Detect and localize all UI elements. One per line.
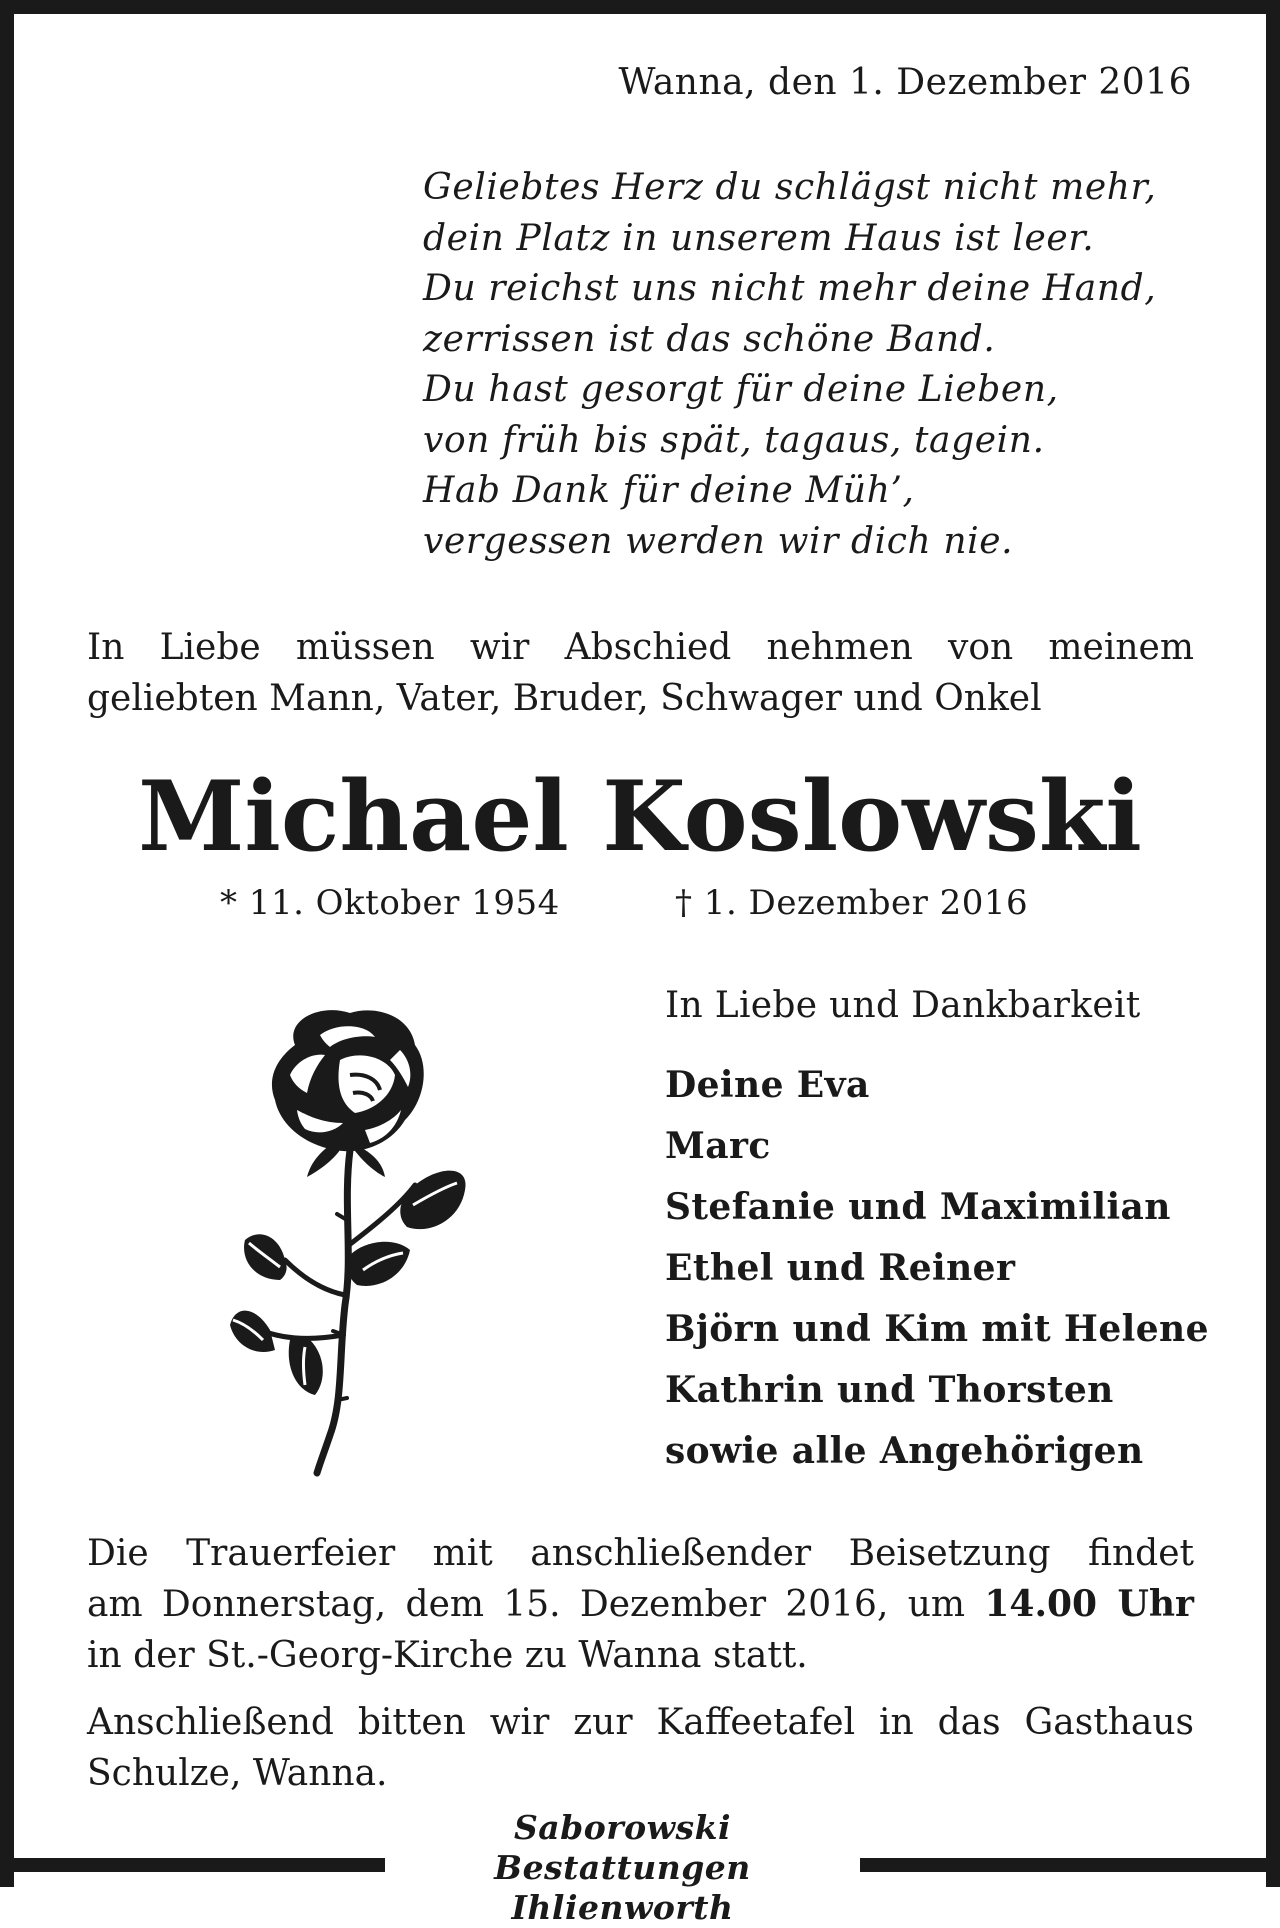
- mourner: Kathrin und Thorsten: [665, 1369, 1114, 1411]
- funeral-line: Die Trauerfeier mit anschließender Beisetzung findet: [87, 1533, 1194, 1574]
- poem-line: von früh bis spät, tagaus, tagein.: [423, 419, 1045, 461]
- coffee-info: [87, 1697, 1194, 1799]
- rose-icon: [225, 1005, 475, 1480]
- bottom-rule-left: [0, 1858, 385, 1872]
- poem-line: zerrissen ist das schöne Band.: [423, 318, 996, 360]
- poem-line: Hab Dank für deine Müh’,: [423, 470, 915, 511]
- birth-date: * 11. Oktober 1954: [220, 883, 560, 923]
- mourner: Björn und Kim mit Helene: [665, 1308, 1209, 1350]
- intro-line: In Liebe müssen wir Abschied nehmen von meinem: [87, 627, 1194, 668]
- death-date: † 1. Dezember 2016: [675, 883, 1029, 923]
- thanks-line: In Liebe und Dankbarkeit: [665, 985, 1141, 1026]
- poem: [423, 163, 1156, 567]
- mourner: Marc: [665, 1125, 771, 1167]
- funeral-line: [87, 1579, 1194, 1630]
- poem-line: dein Platz in unserem Haus ist leer.: [423, 217, 1095, 259]
- mourner: sowie alle Angehörigen: [665, 1430, 1144, 1472]
- mourner: Deine Eva: [665, 1064, 870, 1106]
- coffee-line: Anschließend bitten wir zur Kaffeetafel in das Gasthaus: [87, 1702, 1194, 1743]
- funeral-time: 14.00 Uhr: [984, 1583, 1195, 1625]
- undertaker-place: Ihlienworth: [511, 1888, 734, 1927]
- mourner: Ethel und Reiner: [665, 1247, 1016, 1289]
- poem-line: Du hast gesorgt für deine Lieben,: [423, 369, 1059, 410]
- date-line: Wanna, den 1. Dezember 2016: [618, 62, 1192, 103]
- funeral-date-text: am Donnerstag, dem 15. Dezember 2016, um: [87, 1584, 985, 1625]
- funeral-info: [87, 1528, 1194, 1681]
- bottom-rule-right: [860, 1858, 1280, 1872]
- undertaker-name: Saborowski Bestattungen: [494, 1808, 751, 1887]
- funeral-line: in der St.-Georg-Kirche zu Wanna statt.: [87, 1635, 808, 1676]
- intro-text: [87, 622, 1194, 724]
- deceased-name: Michael Koslowski: [138, 760, 1142, 873]
- poem-line: vergessen werden wir dich nie.: [423, 520, 1014, 562]
- coffee-line: Schulze, Wanna.: [87, 1753, 388, 1794]
- undertaker-signature: [385, 1808, 860, 1928]
- poem-line: Geliebtes Herz du schlägst nicht mehr,: [423, 167, 1157, 208]
- mourners-list: [665, 1055, 1209, 1482]
- poem-line: Du reichst uns nicht mehr deine Hand,: [423, 268, 1157, 309]
- intro-line: geliebten Mann, Vater, Bruder, Schwager und Onkel: [87, 678, 1042, 719]
- mourner: Stefanie und Maximilian: [665, 1186, 1171, 1228]
